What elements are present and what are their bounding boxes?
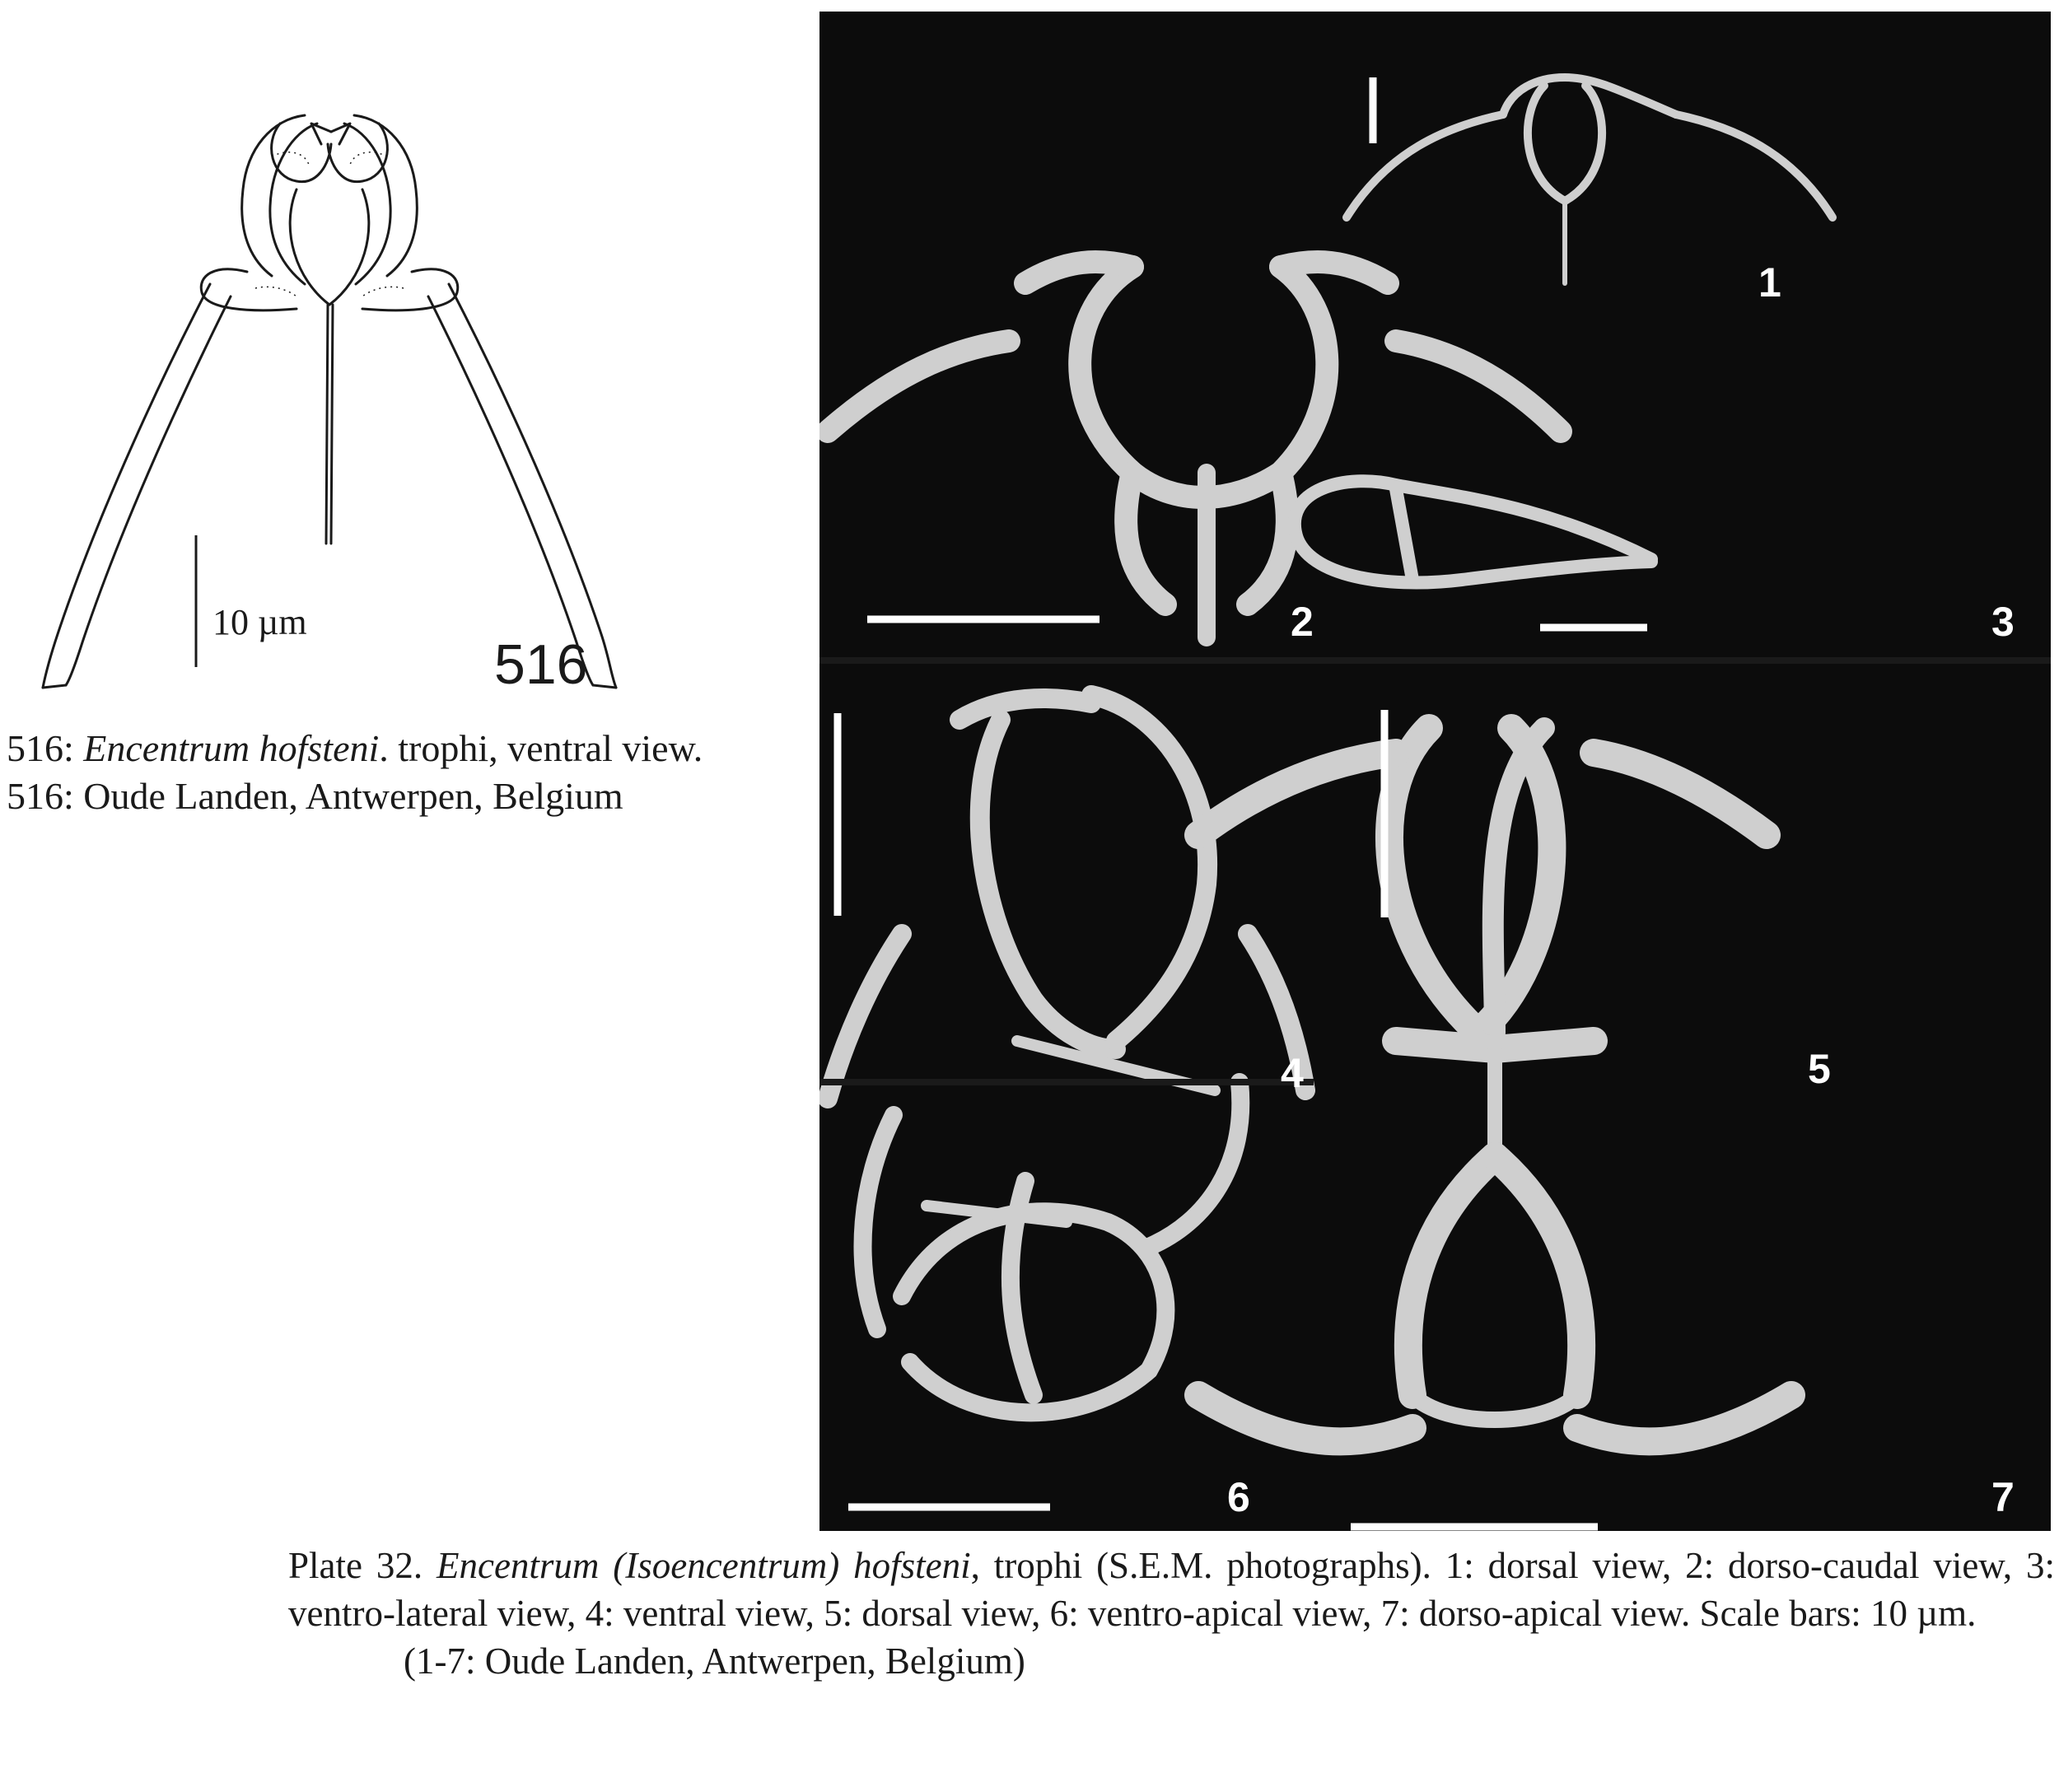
plate-caption-prefix: Plate 32. bbox=[288, 1545, 437, 1586]
plate-caption bbox=[288, 1542, 2055, 1685]
plate-caption-locality: (1-7: Oude Landen, Antwerpen, Belgium) bbox=[404, 1640, 1025, 1682]
caption-line-1: 516: Encentrum hofsteni. trophi, ventral view. bbox=[7, 727, 703, 769]
panel-label-7: 7 bbox=[1991, 1474, 2015, 1520]
caption-line-2: 516: Oude Landen, Antwerpen, Belgium bbox=[7, 775, 623, 817]
plate-caption-body: , trophi (S.E.M. photographs). 1: dorsal view, 2: dorso-caudal view, 3: ventro-lateral view, 4: ventral view, 5: dorsal view, 6: ventro-apical view, 7: dorso-apical view. Scale bars: 10 µm. bbox=[288, 1545, 2056, 1634]
sem-panel-6 bbox=[863, 1082, 1241, 1412]
scale-bar-label: 10 µm bbox=[212, 602, 307, 642]
sem-panel-3 bbox=[1295, 481, 1651, 582]
panel-label-3: 3 bbox=[1991, 599, 2015, 645]
panel-label-2: 2 bbox=[1291, 599, 1314, 645]
figure-caption-516 bbox=[7, 725, 703, 820]
trophi-line-drawing bbox=[25, 99, 708, 700]
plate-caption-species: Encentrum (Isoencentrum) hofsteni bbox=[436, 1545, 971, 1586]
sem-panel-7 bbox=[1198, 1156, 1791, 1441]
panel-label-1: 1 bbox=[1758, 259, 1781, 306]
sem-panel-4 bbox=[828, 695, 1305, 1099]
panel-label-4: 4 bbox=[1281, 1050, 1304, 1096]
figure-number: 516 bbox=[494, 633, 588, 696]
panel-label-6: 6 bbox=[1227, 1474, 1250, 1520]
sem-panel-1 bbox=[1347, 77, 1833, 283]
sem-photo-plate bbox=[819, 12, 2051, 1531]
panel-label-5: 5 bbox=[1808, 1046, 1831, 1092]
sem-photographs bbox=[819, 12, 2051, 1531]
